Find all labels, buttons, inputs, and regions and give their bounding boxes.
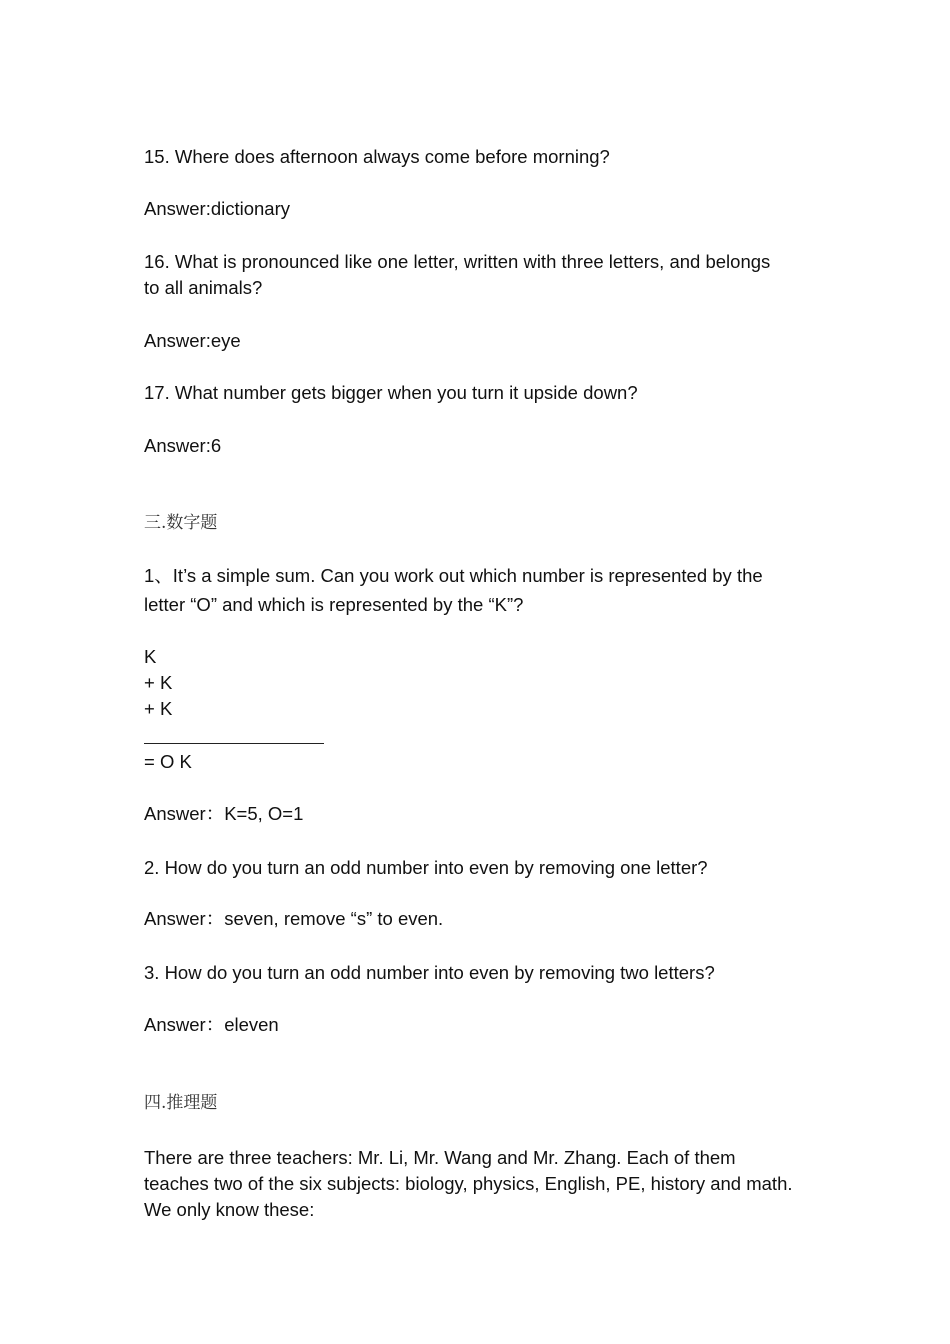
section-heading-numbers: 三.数字题 [144, 513, 218, 533]
answer-16: Answer:eye [144, 330, 241, 351]
question-15: 15. Where does afternoon always come before morning? [144, 146, 610, 167]
question-17: 17. What number gets bigger when you turn it upside down? [144, 382, 638, 403]
question-16-line-1: 16. What is pronounced like one letter, written with three letters, and belongs [144, 251, 771, 272]
answer-15: Answer:dictionary [144, 198, 291, 219]
answer-17: Answer:6 [144, 435, 222, 456]
reasoning-paragraph-line-3: We only know these: [144, 1199, 315, 1220]
sum-line-3: + K [144, 698, 173, 719]
reasoning-paragraph-line-1: There are three teachers: Mr. Li, Mr. Wang and Mr. Zhang. Each of them [144, 1147, 736, 1168]
sum-divider-line [144, 743, 324, 744]
sum-result: = O K [144, 751, 192, 772]
numbers-answer-3: Answer：eleven [144, 1014, 279, 1035]
sum-line-2: + K [144, 672, 173, 693]
section-heading-reasoning: 四.推理题 [144, 1093, 218, 1113]
numbers-question-1-line-2: letter “O” and which is represented by the “K”? [144, 594, 524, 615]
sum-line-1: K [144, 646, 157, 667]
numbers-question-2: 2. How do you turn an odd number into even by removing one letter? [144, 857, 708, 878]
reasoning-paragraph-line-2: teaches two of the six subjects: biology, physics, English, PE, history and math. [144, 1173, 793, 1194]
numbers-question-3: 3. How do you turn an odd number into even by removing two letters? [144, 962, 715, 983]
numbers-answer-2: Answer：seven, remove “s” to even. [144, 908, 444, 929]
numbers-question-1-line-1: 1、It’s a simple sum. Can you work out which number is represented by the [144, 565, 763, 586]
numbers-answer-1: Answer：K=5, O=1 [144, 803, 304, 824]
question-16-line-2: to all animals? [144, 277, 263, 298]
